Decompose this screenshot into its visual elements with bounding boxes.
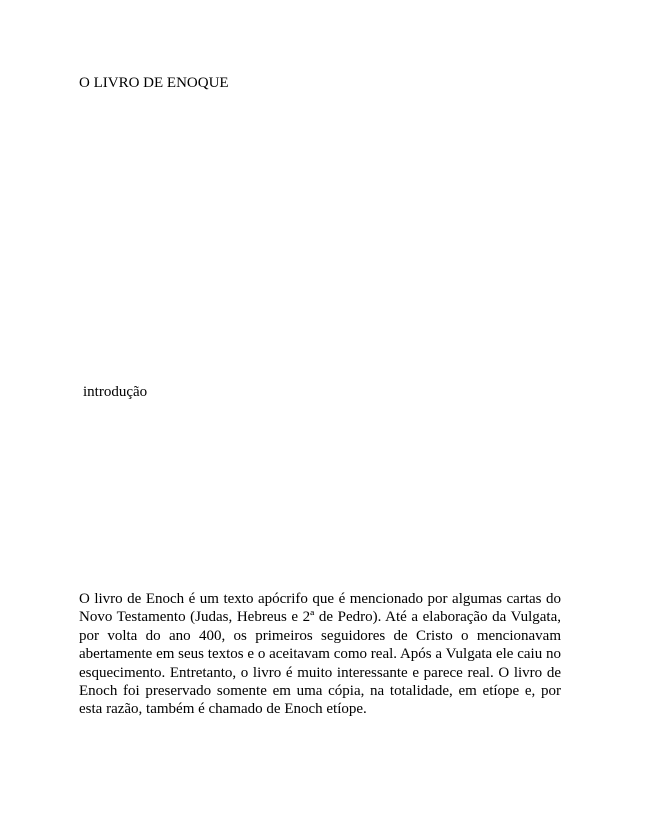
document-title: O LIVRO DE ENOQUE <box>79 75 229 91</box>
body-paragraph: O livro de Enoch é um texto apócrifo que é mencionado por algumas cartas do Novo Testamento (Judas, Hebreus e 2ª de Pedro). Até a elaboração da Vulgata, por volta do ano 400, os primeiros seguidores de Cristo o mencionavam abertamente em seus textos e o aceitavam como real. Após a Vulgata ele caiu no esquecimento. Entretanto, o livro é muito interessante e parece real. O livro de Enoch foi preservado somente em uma cópia, na totalidade, em etíope e, por esta razão, também é chamado de Enoch etíope. <box>79 591 561 718</box>
section-heading: introdução <box>83 384 148 400</box>
